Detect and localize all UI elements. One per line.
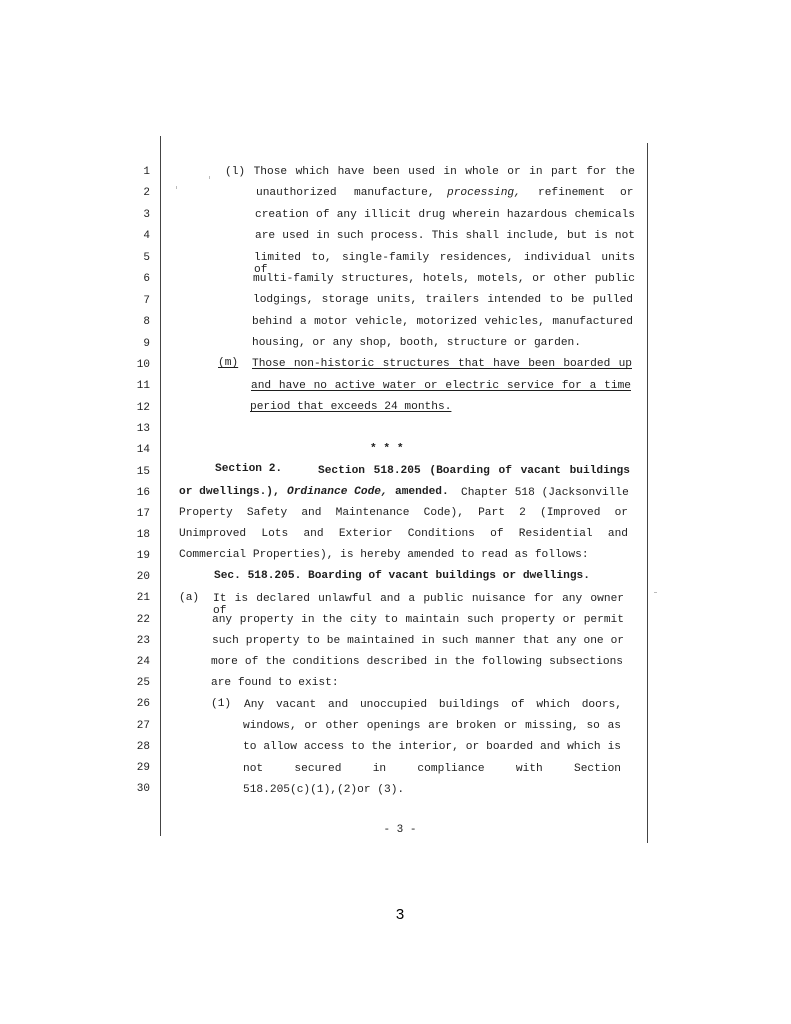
line-2-a: unauthorized <box>256 187 337 199</box>
line-18: Unimproved Lots and Exterior Conditions of Residential and <box>179 528 628 540</box>
line-19: Commercial Properties), is hereby amended to read as follows: <box>179 549 589 561</box>
line-number: 30 <box>136 783 150 795</box>
line-2-e: or <box>620 187 634 199</box>
line-29: not secured in compliance with Section <box>243 763 621 775</box>
line-number: 11 <box>136 380 150 392</box>
line-number: 28 <box>136 741 150 753</box>
line-number: 3 <box>143 209 150 221</box>
scan-speck <box>654 592 657 593</box>
right-margin-rule <box>647 143 648 843</box>
line-11: and have no active water or electric service for a time <box>251 380 631 392</box>
line-number: 23 <box>136 635 150 647</box>
subsection-1-marker: (1) <box>211 698 232 710</box>
subsection-a-marker: (a) <box>179 592 200 604</box>
line-26: Any vacant and unoccupied buildings of which doors, <box>244 699 622 711</box>
line-number: 10 <box>136 359 150 371</box>
line-number: 24 <box>136 656 150 668</box>
line-2-b: manufacture, <box>354 187 435 199</box>
line-number: 2 <box>143 187 150 199</box>
line-1: (l) Those which have been used in whole or in part for the <box>225 166 635 178</box>
line-16-d: Chapter 518 (Jacksonville <box>461 487 629 499</box>
line-number: 1 <box>143 166 150 178</box>
line-15-a: Section 2. <box>215 463 283 475</box>
line-21: It is declared unlawful and a public nuisance for any owner of <box>213 593 624 617</box>
line-number: 21 <box>136 592 150 604</box>
line-number: 14 <box>136 444 150 456</box>
line-10: Those non-historic structures that have been boarded up <box>252 358 632 370</box>
line-9: housing, or any shop, booth, structure or garden. <box>252 337 581 349</box>
scan-speck <box>176 186 177 189</box>
line-3: creation of any illicit drug wherein hazardous chemicals <box>255 209 635 221</box>
line-number: 7 <box>143 295 150 307</box>
line-16-c: amended. <box>395 486 449 498</box>
line-number: 15 <box>136 466 150 478</box>
line-number: 12 <box>136 402 150 414</box>
footer-page-label: - 3 - <box>383 824 417 836</box>
subsection-m-marker: (m) <box>218 357 239 369</box>
line-28: to allow access to the interior, or boarded and which is <box>243 741 621 753</box>
line-25: are found to exist: <box>211 677 339 689</box>
line-4: are used in such process. This shall include, but is not <box>255 230 635 242</box>
scan-page-number: 3 <box>395 906 405 923</box>
line-8: behind a motor vehicle, motorized vehicles, manufactured <box>252 316 633 328</box>
line-7: lodgings, storage units, trailers intended to be pulled <box>253 294 633 306</box>
line-16-a: or dwellings.), <box>179 486 280 498</box>
line-15-b: Section 518.205 (Boarding of vacant buildings <box>318 465 630 477</box>
line-number: 5 <box>143 252 150 264</box>
line-30: 518.205(c)(1),(2)or (3). <box>243 784 405 796</box>
line-6: multi-family structures, hotels, motels, or other public <box>253 273 635 285</box>
line-number: 29 <box>136 762 150 774</box>
line-22: any property in the city to maintain such property or permit <box>212 614 624 626</box>
line-number: 16 <box>136 487 150 499</box>
line-17: Property Safety and Maintenance Code), Part 2 (Improved or <box>179 507 628 519</box>
line-20-heading: Sec. 518.205. Boarding of vacant buildings or dwellings. <box>214 570 590 582</box>
left-margin-rule <box>160 136 161 836</box>
line-23: such property to be maintained in such manner that any one or <box>212 635 624 647</box>
line-number: 26 <box>136 698 150 710</box>
line-number: 17 <box>136 508 150 520</box>
line-number: 6 <box>143 273 150 285</box>
line-number: 19 <box>136 550 150 562</box>
line-12: period that exceeds 24 months. <box>250 401 452 413</box>
line-2-c: processing, <box>447 187 521 199</box>
line-number: 9 <box>143 338 150 350</box>
line-number: 8 <box>143 316 150 328</box>
line-16-b: Ordinance Code, <box>287 486 388 498</box>
line-2-d: refinement <box>538 187 606 199</box>
line-number: 20 <box>136 571 150 583</box>
line-5: limited to, single-family residences, individual units of <box>254 252 635 276</box>
line-number: 18 <box>136 529 150 541</box>
line-27: windows, or other openings are broken or missing, so as <box>243 720 621 732</box>
line-number: 27 <box>136 720 150 732</box>
line-number: 25 <box>136 677 150 689</box>
section-break-asterisks: * * * <box>370 443 404 455</box>
line-number: 4 <box>143 230 150 242</box>
line-24: more of the conditions described in the following subsections <box>211 656 623 668</box>
scan-speck <box>209 176 210 179</box>
line-number: 22 <box>136 614 150 626</box>
line-number: 13 <box>136 423 150 435</box>
